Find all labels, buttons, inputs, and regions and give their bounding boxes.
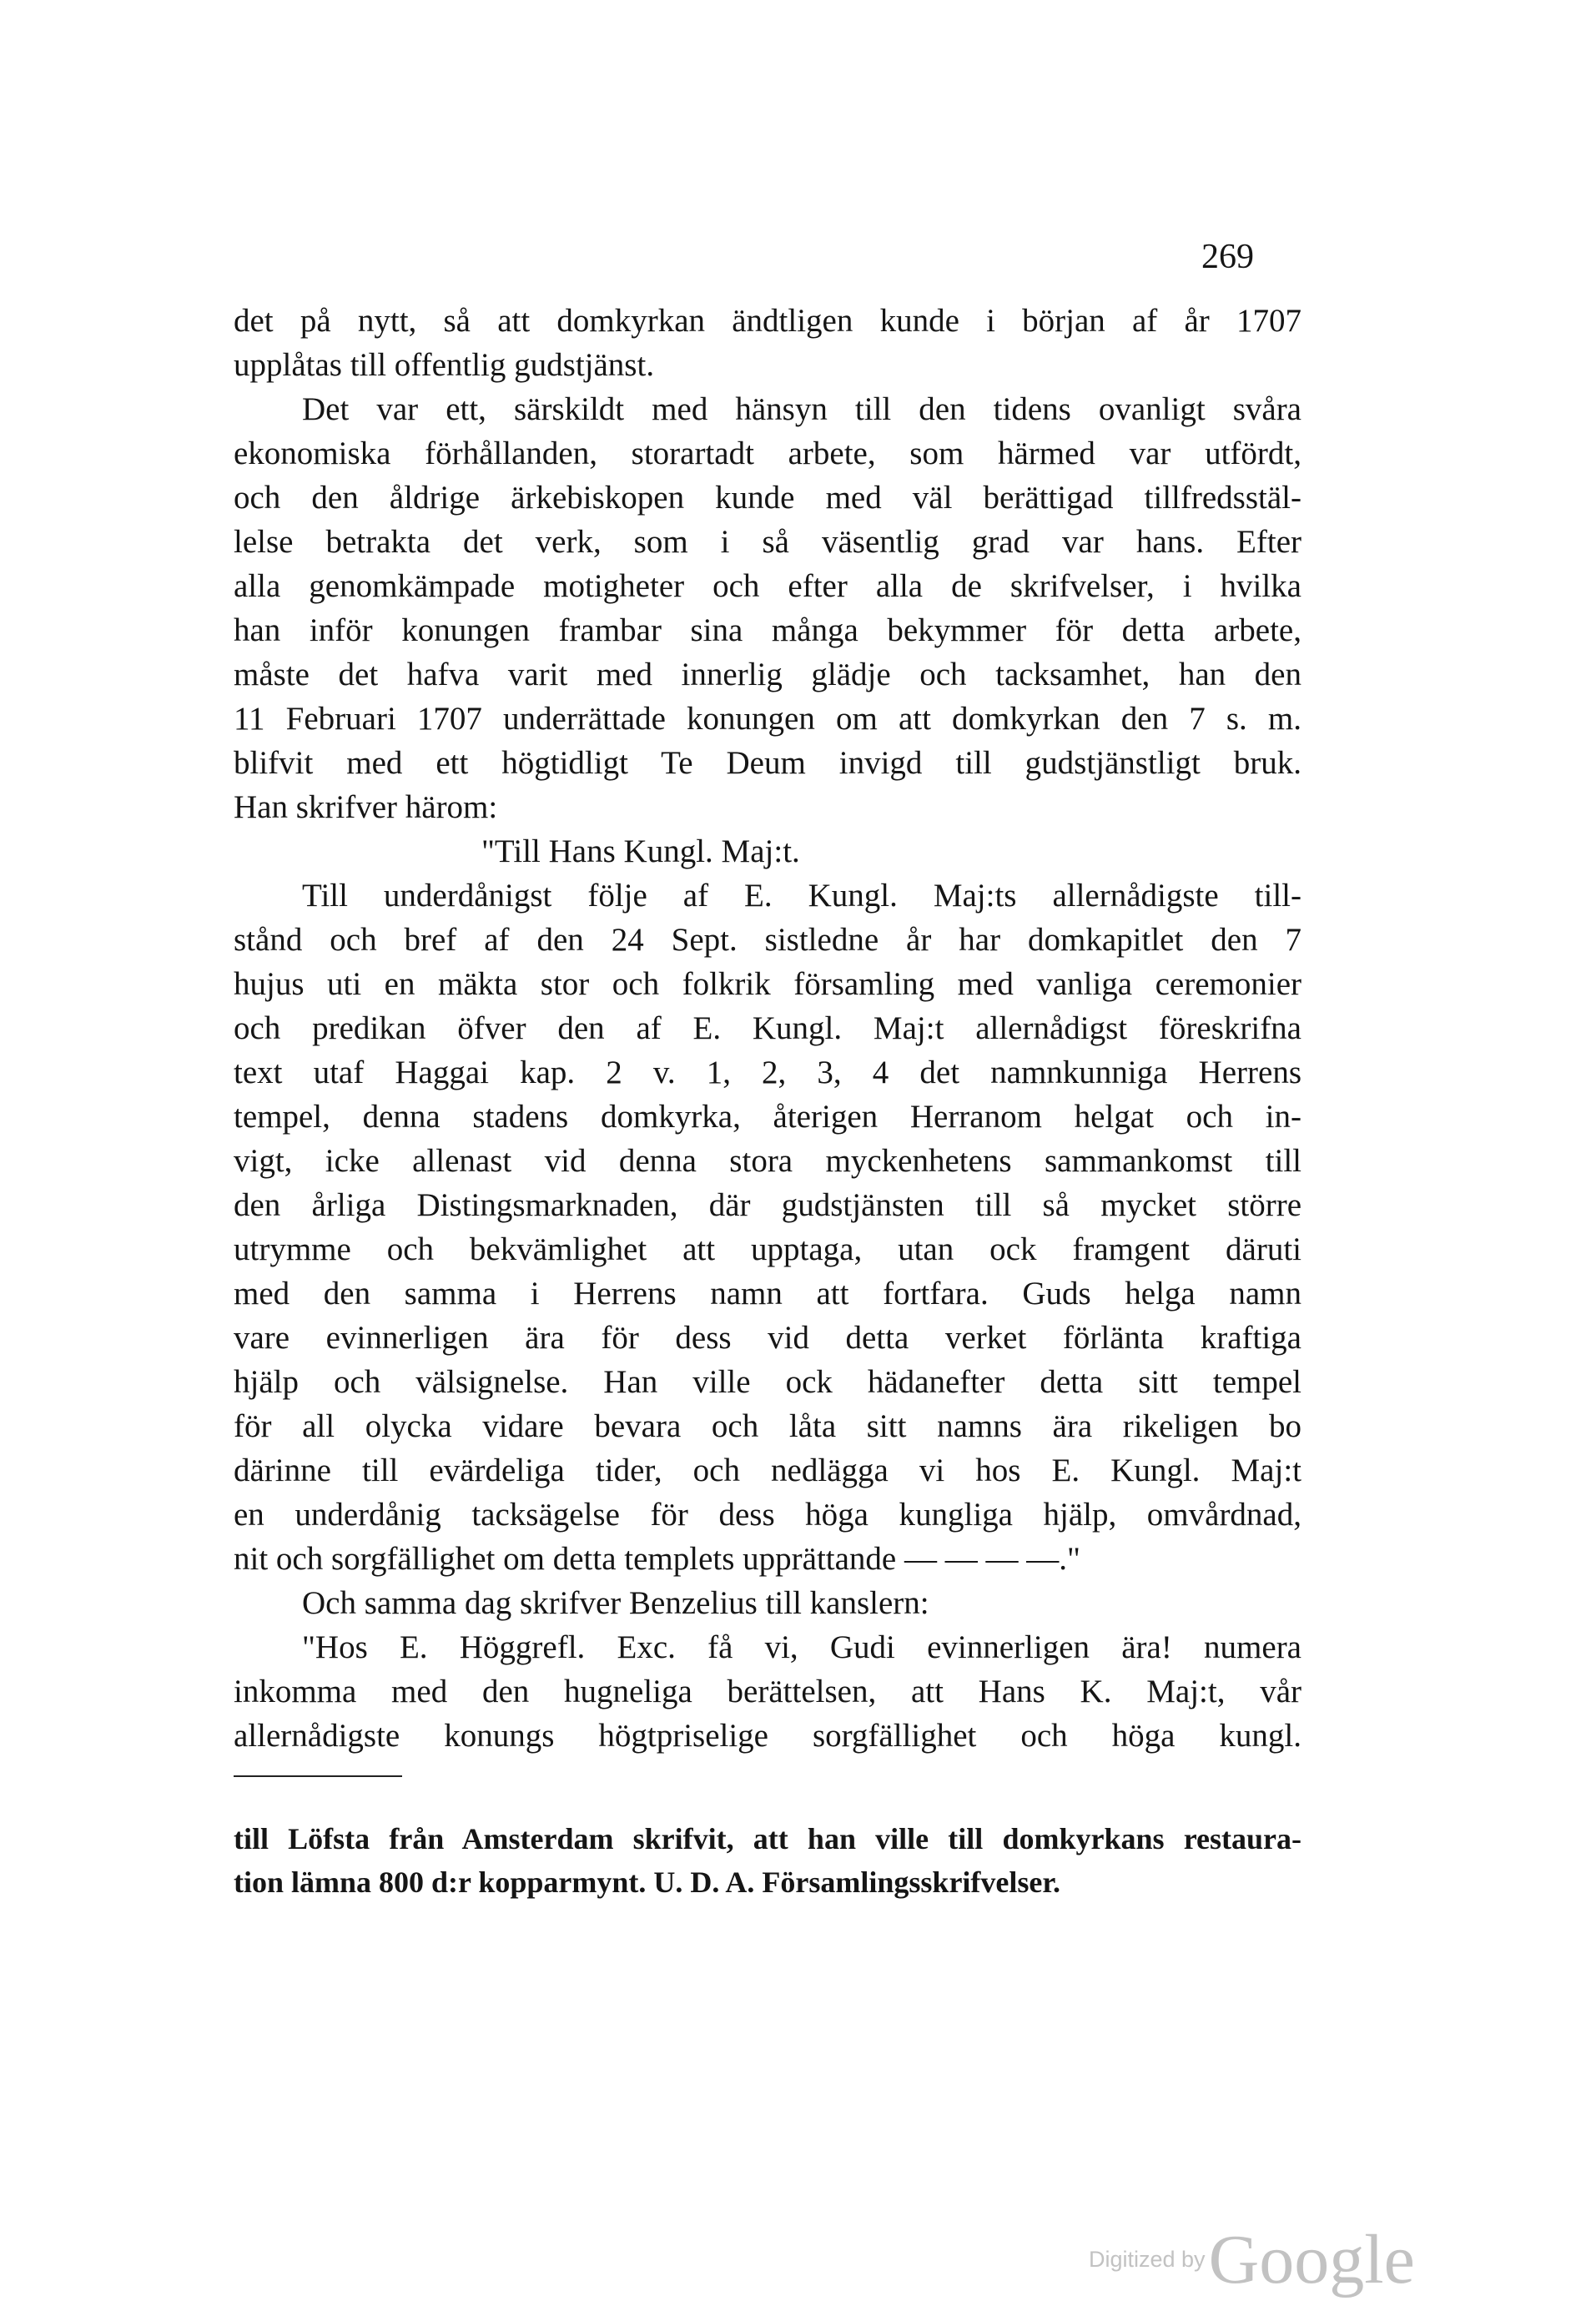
body-line: det på nytt, så att domkyrkan ändtligen kunde i början af år 1707	[234, 303, 1301, 339]
watermark-prefix: Digitized by	[1089, 2247, 1206, 2272]
body-line: en underdånig tacksägelse för dess höga kungliga hjälp, omvårdnad,	[234, 1497, 1301, 1533]
body-line: vigt, icke allenast vid denna stora myckenhetens sammankomst till	[234, 1143, 1301, 1179]
body-line: inkomma med den hugneliga berättelsen, att Hans K. Maj:t, vår	[234, 1674, 1301, 1709]
body-line: 11 Februari 1707 underrättade konungen om att domkyrkan den 7 s. m.	[234, 701, 1301, 737]
body-line: tempel, denna stadens domkyrka, återigen Herranom helgat och in-	[234, 1099, 1301, 1135]
letter-heading: "Till Hans Kungl. Maj:t.	[481, 833, 800, 869]
digitized-watermark	[1089, 2219, 1415, 2300]
page-number: 269	[1201, 238, 1254, 276]
body-line: därinne till evärdeliga tider, och nedlägga vi hos E. Kungl. Maj:t	[234, 1453, 1301, 1488]
body-line: utrymme och bekvämlighet att upptaga, utan ock framgent däruti	[234, 1231, 1301, 1267]
footnote-divider	[234, 1775, 402, 1777]
body-line: Till underdånigst följe af E. Kungl. Maj:ts allernådigste till-	[302, 878, 1301, 914]
body-line: måste det hafva varit med innerlig glädje och tacksamhet, han den	[234, 657, 1301, 692]
body-line: lelse betrakta det verk, som i så väsentlig grad var hans. Efter	[234, 524, 1301, 560]
body-line: Det var ett, särskildt med hänsyn till den tidens ovanligt svåra	[302, 391, 1301, 427]
body-line: Och samma dag skrifver Benzelius till kanslern:	[302, 1585, 929, 1621]
google-logo: Google	[1208, 2221, 1415, 2298]
body-line: upplåtas till offentlig gudstjänst.	[234, 347, 655, 383]
footnote	[234, 1817, 1301, 1904]
body-line: vare evinnerligen ära för dess vid detta verket förlänta kraftiga	[234, 1320, 1301, 1356]
body-line: hujus uti en mäkta stor och folkrik församling med vanliga ceremonier	[234, 966, 1301, 1002]
body-line: för all olycka vidare bevara och låta sitt namns ära rikeligen bo	[234, 1408, 1301, 1444]
body-line: text utaf Haggai kap. 2 v. 1, 2, 3, 4 det namnkunniga Herrens	[234, 1055, 1301, 1090]
body-line: den årliga Distingsmarknaden, där gudstjänsten till så mycket större	[234, 1187, 1301, 1223]
body-line: och den åldrige ärkebiskopen kunde med väl berättigad tillfredsstäl-	[234, 480, 1301, 516]
body-line: nit och sorgfällighet om detta templets upprättande — — — —."	[234, 1541, 1080, 1577]
body-line: Han skrifver härom:	[234, 789, 498, 825]
body-line: blifvit med ett högtidligt Te Deum invigd till gudstjänstligt bruk.	[234, 745, 1301, 781]
body-line: allernådigste konungs högtpriselige sorgfällighet och höga kungl.	[234, 1718, 1301, 1754]
footnote-line: tion lämna 800 d:r kopparmynt. U. D. A. Församlingsskrifvelser.	[234, 1865, 1061, 1899]
body-line: han inför konungen frambar sina många bekymmer för detta arbete,	[234, 612, 1301, 648]
body-line: alla genomkämpade motigheter och efter alla de skrifvelser, i hvilka	[234, 568, 1301, 604]
body-line: med den samma i Herrens namn att fortfara. Guds helga namn	[234, 1276, 1301, 1312]
body-line: stånd och bref af den 24 Sept. sistledne år har domkapitlet den 7	[234, 922, 1301, 958]
body-line: ekonomiska förhållanden, storartadt arbete, som härmed var utfördt,	[234, 436, 1301, 471]
body-line: och predikan öfver den af E. Kungl. Maj:t allernådigst föreskrifna	[234, 1010, 1301, 1046]
body-text	[234, 299, 1301, 1758]
body-line: "Hos E. Höggrefl. Exc. få vi, Gudi evinnerligen ära! numera	[302, 1629, 1301, 1665]
footnote-line: till Löfsta från Amsterdam skrifvit, att han ville till domkyrkans restaura-	[234, 1822, 1301, 1855]
body-line: hjälp och välsignelse. Han ville ock hädanefter detta sitt tempel	[234, 1364, 1301, 1400]
